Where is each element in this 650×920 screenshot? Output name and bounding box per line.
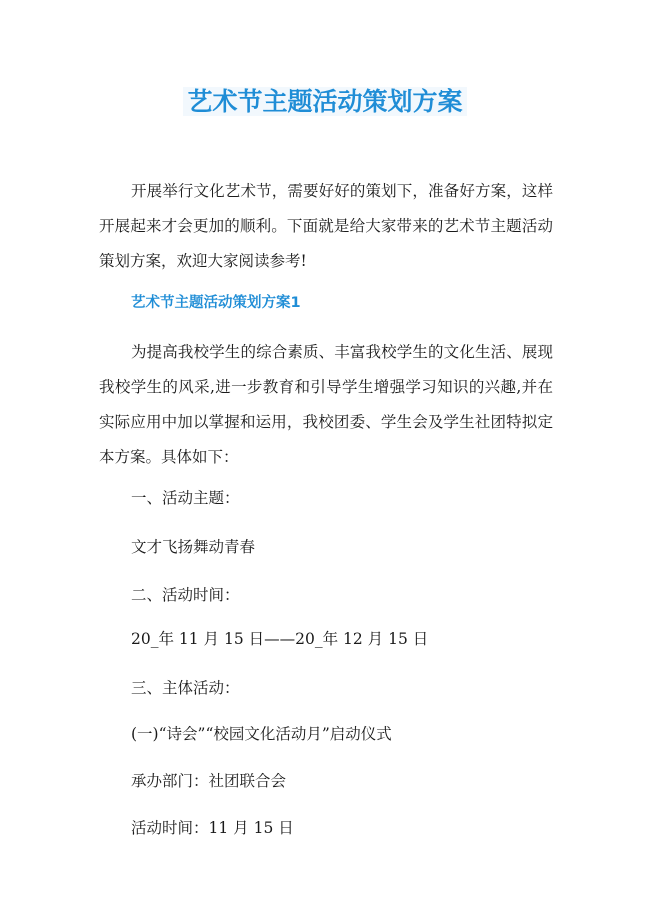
intro-paragraph: 开展举行文化艺术节，需要好好的策划下，准备好方案，这样开展起来才会更加的顺利。下面就是给大家带来的艺术节主题活动策划方案，欢迎大家阅读参考! (99, 182, 553, 270)
theme-value: 文才飞扬舞动青春 (131, 538, 256, 556)
theme-label: 一、活动主题： (131, 489, 240, 507)
activity-item: (一)“诗会”“校园文化活动月”启动仪式 (131, 725, 392, 743)
purpose-paragraph: 为提高我校学生的综合素质、丰富我校学生的文化生活、展现我校学生的风采,进一步教育和引导学生增强学习知识的兴趣,并在实际应用中加以掌握和运用，我校团委、学生会及学生社团特拟定本方案。具体如下： (99, 343, 553, 466)
document-title (0, 84, 650, 120)
activity-time-line: 活动时间：11 月 15 日 (131, 819, 294, 837)
time-value: 20_年 11 月 15 日——20_年 12 月 15 日 (131, 630, 429, 648)
section-heading: 艺术节主题活动策划方案1 (131, 295, 301, 311)
organizer-line: 承办部门：社团联合会 (131, 772, 287, 790)
main-activities-label: 三、主体活动： (131, 679, 240, 697)
time-label: 二、活动时间： (131, 586, 240, 604)
document-title-text: 艺术节主题活动策划方案 (183, 87, 466, 116)
